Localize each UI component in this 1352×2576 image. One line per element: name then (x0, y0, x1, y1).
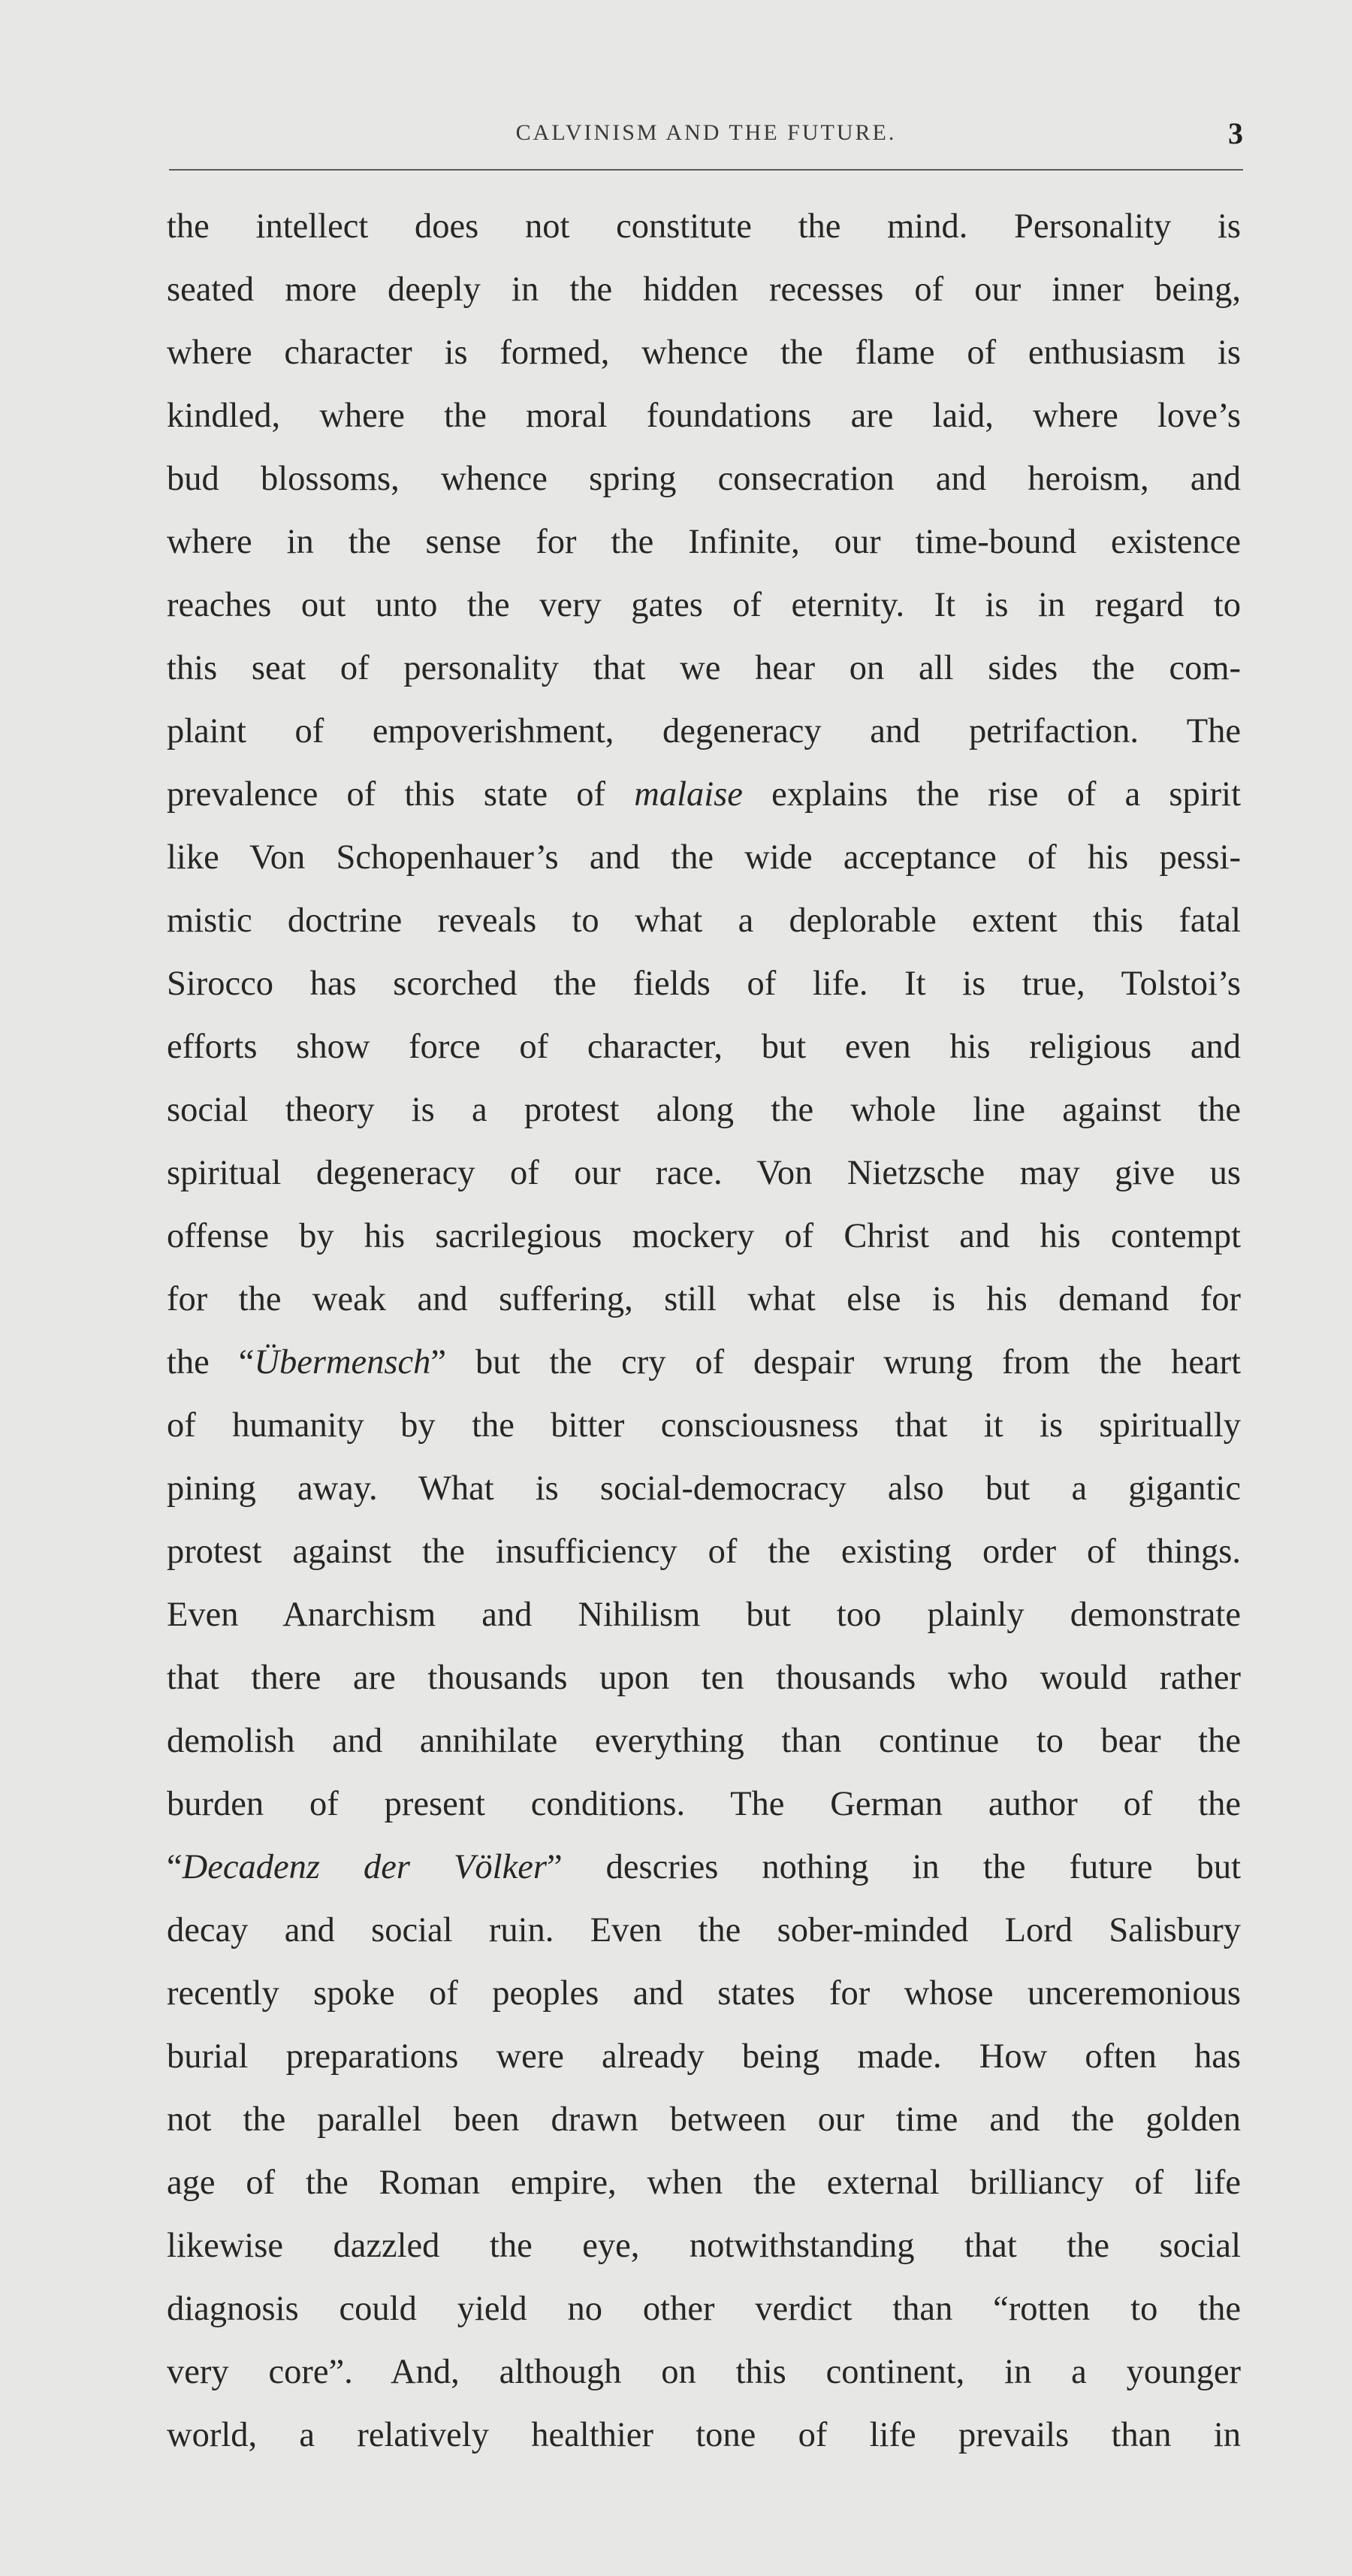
text-line: for the weak and suffering, still what else is his demand for (167, 1280, 1241, 1318)
header-rule (169, 169, 1243, 171)
text-line: mistic doctrine reveals to what a deplorable extent this fatal (167, 901, 1241, 940)
text-line: diagnosis could yield no other verdict than “rotten to the (167, 2290, 1241, 2328)
italic-phrase: Decadenz der Völker (182, 1848, 547, 1886)
italic-phrase: Übermensch (254, 1343, 431, 1382)
text-line: decay and social ruin. Even the sober-minded Lord Salisbury (167, 1911, 1241, 1949)
text-line: spiritual degeneracy of our race. Von Nietzsche may give us (167, 1154, 1241, 1192)
italic-phrase: malaise (634, 775, 743, 814)
text-line: seated more deeply in the hidden recesses of our inner being, (167, 270, 1241, 309)
text-line: of humanity by the bitter consciousness that it is spiritually (167, 1406, 1241, 1445)
text-line: burden of present conditions. The German author of the (167, 1785, 1241, 1823)
text-line: world, a relatively healthier tone of life prevails than in (167, 2416, 1241, 2454)
text-line: prevalence of this state of malaise explains the rise of a spirit (167, 775, 1242, 814)
text-line: the intellect does not constitute the mind. Personality is (167, 207, 1241, 246)
text-line: protest against the insufficiency of the existing order of things. (167, 1533, 1241, 1571)
running-header (169, 116, 1243, 165)
text-line: this seat of personality that we hear on all sides the com- (167, 649, 1241, 687)
text-line: demolish and annihilate everything than continue to bear the (167, 1722, 1241, 1760)
running-title: CALVINISM AND THE FUTURE. (515, 120, 897, 145)
text-line: pining away. What is social-democracy also but a gigantic (167, 1469, 1241, 1508)
text-line: bud blossoms, whence spring consecration and heroism, and (167, 460, 1241, 498)
text-line: efforts show force of character, but even his religious and (167, 1028, 1241, 1066)
text-line: “Decadenz der Völker” descries nothing in the future but (167, 1848, 1242, 1886)
text-line: reaches out unto the very gates of eternity. It is in regard to (167, 586, 1241, 624)
text-line: Sirocco has scorched the fields of life. It is true, Tolstoi’s (167, 965, 1241, 1003)
text-line: offense by his sacrilegious mockery of Christ and his contempt (167, 1217, 1241, 1255)
text-line: like Von Schopenhauer’s and the wide acceptance of his pessi- (167, 838, 1241, 877)
text-line: not the parallel been drawn between our time and the golden (167, 2100, 1241, 2139)
text-line: social theory is a protest along the whole line against the (167, 1091, 1241, 1129)
text-line: recently spoke of peoples and states for whose unceremonious (167, 1974, 1241, 2013)
text-line: plaint of empoverishment, degeneracy and petrifaction. The (167, 712, 1241, 750)
text-line: very core”. And, although on this continent, in a younger (167, 2353, 1241, 2391)
text-line: kindled, where the moral foundations are laid, where love’s (167, 397, 1241, 435)
text-line: where character is formed, whence the flame of enthusiasm is (167, 334, 1241, 372)
text-line: likewise dazzled the eye, notwithstanding that the social (167, 2227, 1241, 2265)
text-line: age of the Roman empire, when the external brilliancy of life (167, 2164, 1241, 2202)
page-number: 3 (1228, 116, 1243, 150)
text-line: the “Übermensch” but the cry of despair wrung from the heart (167, 1343, 1242, 1382)
text-line: burial preparations were already being made. How often has (167, 2037, 1241, 2076)
body-text (167, 195, 1241, 2467)
text-line: where in the sense for the Infinite, our time-bound existence (167, 523, 1241, 561)
text-line: Even Anarchism and Nihilism but too plainly demonstrate (167, 1596, 1241, 1634)
text-line: that there are thousands upon ten thousands who would rather (167, 1659, 1241, 1697)
